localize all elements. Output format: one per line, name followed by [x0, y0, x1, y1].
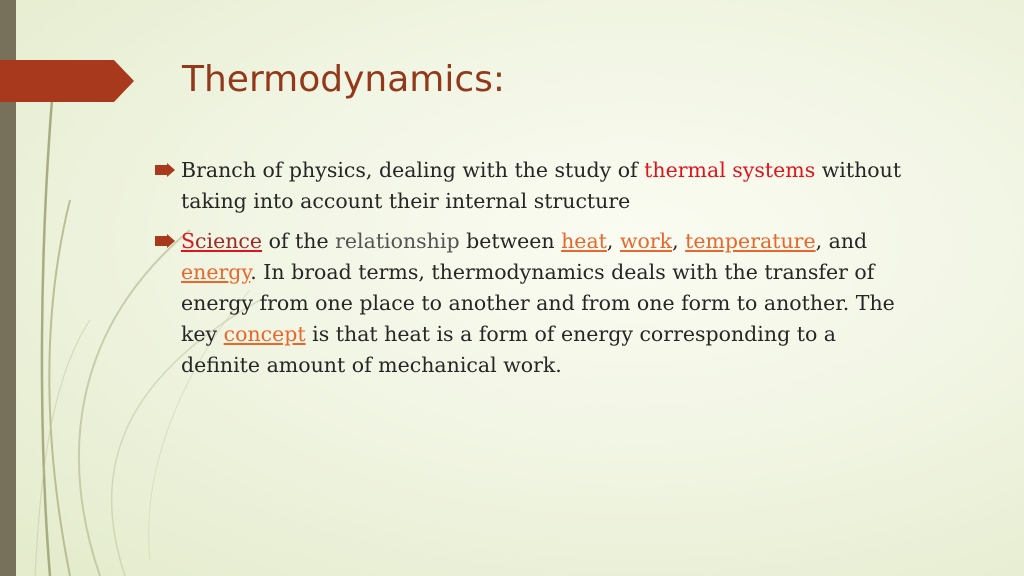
temperature-link[interactable]: temperature [685, 229, 816, 253]
relationship-term: relationship [335, 229, 460, 253]
bullet-2-comma-1: , [606, 229, 620, 253]
heat-link[interactable]: heat [561, 229, 607, 253]
bullet-item-1 [155, 155, 915, 217]
bullet-arrow-icon [155, 163, 175, 177]
bullet-2-text-c: , and [815, 229, 868, 253]
bullet-1-text-b: without taking into account their internal structure [181, 158, 902, 213]
bullet-2-text-b: between [459, 229, 562, 253]
bullet-2-comma-2: , [672, 229, 686, 253]
energy-link[interactable]: energy [181, 260, 251, 284]
science-link-initial: S [181, 229, 196, 253]
slide-content [155, 155, 915, 390]
work-link[interactable]: work [619, 229, 673, 253]
science-link[interactable] [181, 229, 262, 253]
bullet-arrow-icon [155, 234, 175, 248]
bullet-item-2 [155, 226, 915, 381]
bullet-2-text-e: is that heat is a form of energy corresponding to a definite amount of mechanical work. [181, 322, 837, 377]
bullet-1-text-a: Branch of physics, dealing with the study of [181, 158, 645, 182]
bullet-2-text-d: . In broad terms, thermodynamics deals with the transfer of energy from one place to another and from one form to another. The key [181, 260, 895, 346]
thermal-systems-highlight: thermal systems [644, 158, 816, 182]
title-arrow-marker [0, 60, 134, 102]
slide-title: Thermodynamics: [182, 59, 505, 100]
bullet-2-text-a: of the [262, 229, 336, 253]
concept-link[interactable]: concept [223, 322, 306, 346]
science-link-rest: cience [195, 229, 263, 253]
